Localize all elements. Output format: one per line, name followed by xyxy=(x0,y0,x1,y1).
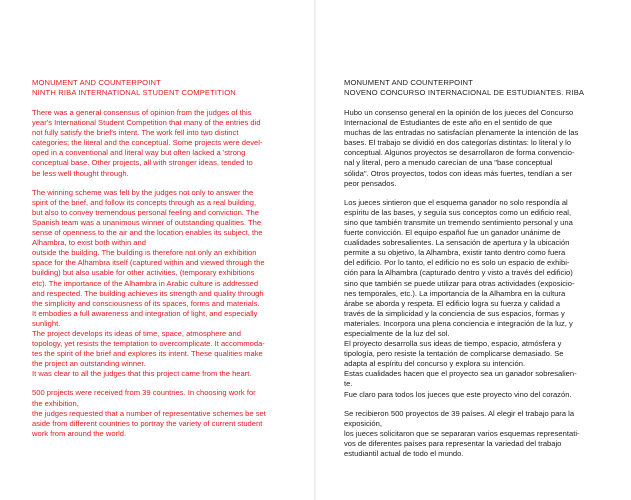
english-title: MONUMENT AND COUNTERPOINT xyxy=(32,78,161,87)
english-paragraph-2: The winning scheme was felt by the judges not only to answer the spirit of the brief, and follow its concepts through as a real building, but also to convey tremendous personal feeling and conviction. The Spanish team was a unanimous winner of outstanding qualities. The sense of openness to the air and the location enables its subject, the Alhambra, to exist both within and outside the building. The building is therefore not only an exhibition space for the Alhambra itself (captured within and viewed through the building) but also usable for other activities, (temporary exhibitions etc). The importance of the Alhambra in Arabic culture is addressed and respected. The building achieves its strength and quality through the simplicity and consciousness of its spaces, forms and materials. It embodies a full awareness and integration of light, and especially sunlight. The project develops its ideas of time, space, atmosphere and topology, yet resists the temptation to overcomplicate. It accommoda- tes the spirit of the brief and explores its intent. These qualities make the project an outstanding winner. It was clear to all the judges that this project came from the heart. xyxy=(32,187,265,379)
spanish-paragraph-3: Se recibieron 500 proyectos de 39 países. Al elegir el trabajo para la exposición, los jueces solicitaron que se separaran varios esquemas representati- vos de diferentes países para representar la variedad del trabajo estudiantil actual de todo el mundo. xyxy=(344,408,580,458)
english-paragraph-3: 500 projects were received from 39 countries. In choosing work for the exhibition, the judges requested that a number of representative schemes be set aside from different countries to portray the variety of current student work from around the world. xyxy=(32,388,266,438)
right-page-spanish xyxy=(316,0,631,500)
spanish-subtitle: NOVENO CONCURSO INTERNACIONAL DE ESTUDIANTES. RIBA xyxy=(344,88,585,97)
english-subtitle: NINTH RIBA INTERNATIONAL STUDENT COMPETITION xyxy=(32,88,236,97)
spanish-title: MONUMENT AND COUNTERPOINT xyxy=(344,78,473,87)
spanish-text-column xyxy=(344,78,608,459)
spanish-paragraph-1: Hubo un consenso general en la opinión de los jueces del Concurso Internacional de Estudiantes de este año en el sentido de que muchas de las entradas no satisfacían plenamente la intención de las bases. El trabajo se dividió en dos categorías distintas: lo literal y lo conceptual. Algunos proyectos se desarrollaron de forma convencio- nal y literal, pero a menudo carecían de una "base conceptual sólida". Otros proyectos, todos con ideas más fuertes, tendían a ser peor pensados. xyxy=(344,108,579,188)
english-text-column xyxy=(32,78,296,439)
left-page-english xyxy=(0,0,314,500)
spanish-paragraph-2: Los jueces sintieron que el esquema ganador no solo respondía al espíritu de las bases, y seguía sus conceptos como un edificio real, sino que también transmite un tremendo sentimiento personal y una fuerte convicción. El equipo español fue un ganador unánime de cualidades sobresalientes. La sensación de apertura y la ubicación permite a su objetivo, la Alhambra, existir tanto dentro como fuera del edificio. Por lo tanto, el edificio no es solo un espacio de exhibi- ción para la Alhambra (capturado dentro y visto a través del edificio) sino que también se puede utilizar para otras actividades (exposicio- nes temporales, etc.). La importancia de la Alhambra en la cultura árabe se aborda y respeta. El edificio logra su fuerza y calidad a través de la simplicidad y la conciencia de sus espacios, formas y materiales. Incorpora una plena conciencia e integración de la luz, y especialmente de la luz del sol. El proyecto desarrolla sus ideas de tiempo, espacio, atmósfera y tipología, pero resiste la tentación de complicarse demasiado. Se adapta al espíritu del concurso y explora su intención. Estas cualidades hacen que el proyecto sea un ganador sobresalien- te. Fue claro para todos los jueces que este proyecto vino del corazón. xyxy=(344,197,577,399)
english-paragraph-1: There was a general consensus of opinion from the judges of this year's International Student Competition that many of the entries did not fully satisfy the brief's intent. The work fell into two distinct categories; the literal and the conceptual. Some projects were devel- oped in a conventional and literal way but often lacked a 'strong conceptual base. Other projects, all with stronger ideas, tended to be less well thought through. xyxy=(32,108,263,178)
